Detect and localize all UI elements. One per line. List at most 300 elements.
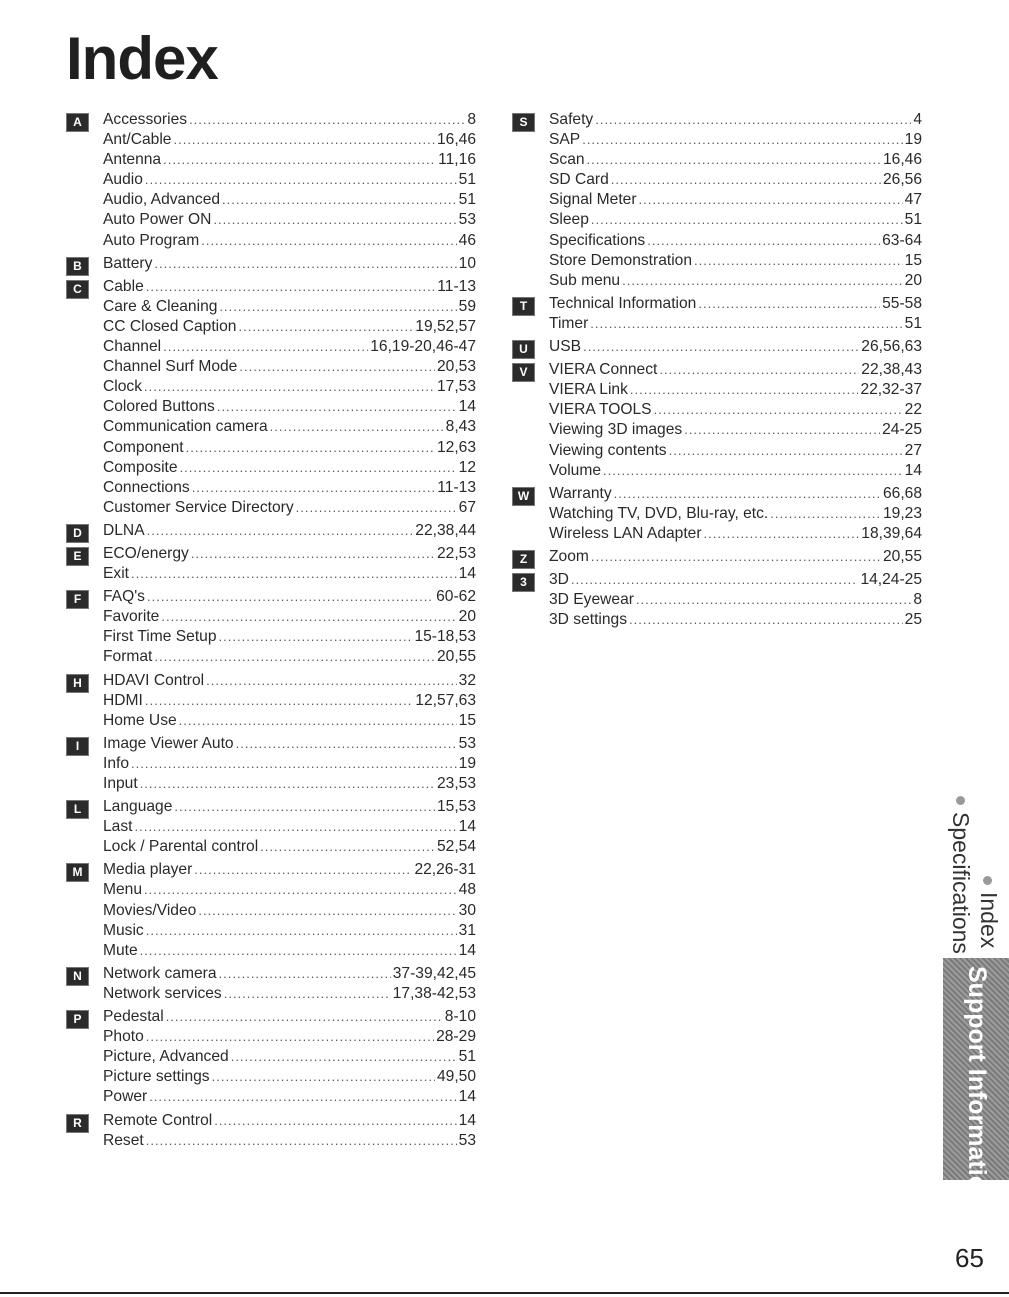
entry-term: Component: [103, 438, 184, 456]
entry-term: 3D settings: [549, 611, 628, 629]
entry-pages: 15: [458, 711, 476, 729]
entry-pages: 14: [458, 1088, 476, 1106]
entry-pages: 25: [904, 611, 922, 629]
index-entry: [103, 941, 476, 961]
entry-term: Audio, Advanced: [103, 191, 221, 209]
entry-term: Power: [103, 1088, 148, 1106]
entry-pages: 52,54: [436, 838, 476, 856]
entry-pages: 19,23: [882, 504, 922, 522]
bottom-rule: [0, 1292, 1009, 1294]
entry-term: Auto Power ON: [103, 211, 212, 229]
entry-term: 3D: [549, 571, 569, 589]
dot-leader: [186, 438, 435, 458]
dot-leader: [770, 504, 881, 524]
dot-leader: [149, 1087, 456, 1107]
dot-leader: [217, 397, 457, 417]
entry-term: Safety: [549, 111, 594, 128]
dot-leader: [154, 647, 435, 667]
letter-badge: P: [66, 1010, 89, 1029]
entry-term: Specifications: [549, 231, 646, 249]
index-entry: [549, 590, 922, 610]
entry-pages: 19: [904, 131, 922, 149]
entry-pages: 63-64: [882, 231, 922, 249]
entry-pages: 15: [904, 251, 922, 269]
index-entry: [103, 317, 476, 337]
index-entry: [103, 231, 476, 251]
entry-pages: 51: [904, 314, 922, 332]
entry-term: Communication camera: [103, 418, 268, 436]
entry-term: Pedestal: [103, 1008, 164, 1026]
dot-leader: [213, 210, 456, 230]
index-entry: [103, 564, 476, 584]
dot-leader: [224, 984, 391, 1004]
index-entry: [549, 271, 922, 291]
dot-leader: [131, 564, 457, 584]
index-entry: [103, 150, 476, 170]
index-entry: [103, 170, 476, 190]
dot-leader: [145, 691, 413, 711]
entry-pages: 14: [458, 1111, 476, 1129]
index-entry: [103, 1067, 476, 1087]
support-information-label: Support Information: [963, 966, 991, 1207]
dot-leader: [636, 590, 911, 610]
dot-leader: [270, 417, 444, 437]
entry-term: Audio: [103, 171, 143, 189]
letter-badge: L: [66, 800, 89, 819]
entry-term: HDAVI Control: [103, 671, 205, 689]
entry-pages: 15,53: [436, 798, 476, 816]
index-entry: [103, 1027, 476, 1047]
entry-pages: 20,53: [436, 358, 476, 376]
page-title: Index: [66, 25, 218, 92]
dot-leader: [694, 251, 903, 271]
entry-pages: 51: [458, 1048, 476, 1066]
entry-term: Battery: [103, 254, 153, 272]
dot-leader: [219, 964, 391, 984]
letter-badge: W: [512, 487, 535, 506]
letter-badge: I: [66, 737, 89, 756]
entry-pages: 12,57,63: [415, 691, 476, 709]
entry-pages: 14,24-25: [860, 571, 922, 589]
dot-leader: [669, 441, 903, 461]
entry-term: Colored Buttons: [103, 398, 215, 416]
index-entry: [549, 360, 922, 380]
index-group-s: [512, 110, 922, 291]
index-entry: [103, 797, 476, 817]
index-entry: [103, 438, 476, 458]
letter-badge: N: [66, 967, 89, 986]
index-entry: [549, 484, 922, 504]
entry-pages: 19,52,57: [415, 317, 476, 335]
entry-term: ECO/energy: [103, 544, 189, 562]
entry-term: Picture, Advanced: [103, 1048, 229, 1066]
index-entry: [103, 130, 476, 150]
entry-term: Zoom: [549, 547, 589, 565]
entry-term: Auto Program: [103, 231, 200, 249]
entry-pages: 28-29: [436, 1028, 476, 1046]
dot-leader: [583, 337, 859, 357]
dot-leader: [191, 544, 435, 564]
index-group-w: [512, 484, 922, 544]
entry-term: Ant/Cable: [103, 131, 172, 149]
side-label-specifications: Specifications: [948, 812, 974, 954]
entry-term: Channel Surf Mode: [103, 358, 238, 376]
index-entry: [549, 251, 922, 271]
dot-leader: [591, 210, 903, 230]
dot-leader: [647, 231, 880, 251]
entry-pages: 49,50: [436, 1068, 476, 1086]
entry-term: Format: [103, 648, 153, 666]
entry-term: FAQ's: [103, 588, 145, 606]
entry-term: Favorite: [103, 608, 160, 626]
dot-leader: [146, 921, 457, 941]
index-entry: [103, 1047, 476, 1067]
entry-pages: 51: [904, 211, 922, 229]
entry-pages: 26,56: [882, 171, 922, 189]
entry-pages: 20,55: [436, 648, 476, 666]
index-entry: [103, 277, 476, 297]
index-entry: [103, 587, 476, 607]
entry-pages: 53: [458, 1131, 476, 1149]
letter-badge: H: [66, 674, 89, 693]
entry-term: Composite: [103, 458, 178, 476]
dot-leader: [146, 277, 436, 297]
dot-leader: [590, 314, 902, 334]
entry-term: DLNA: [103, 521, 145, 539]
entry-term: Reset: [103, 1131, 144, 1149]
index-entry: [549, 314, 922, 334]
entry-pages: 16,19-20,46-47: [370, 338, 476, 356]
support-information-tab: [943, 958, 1009, 1207]
entry-term: Info: [103, 754, 130, 772]
dot-leader: [140, 941, 457, 961]
entry-pages: 24-25: [882, 421, 922, 439]
index-entry: [103, 297, 476, 317]
entry-term: Home Use: [103, 711, 177, 729]
entry-pages: 22,26-31: [414, 861, 476, 879]
dot-leader: [219, 627, 413, 647]
dot-leader: [296, 498, 457, 518]
entry-term: Cable: [103, 277, 144, 295]
entry-term: Timer: [549, 314, 589, 332]
entry-term: Exit: [103, 565, 129, 583]
entry-pages: 20,55: [882, 547, 922, 565]
index-entry: [103, 544, 476, 564]
entry-pages: 17,53: [436, 378, 476, 396]
entry-pages: 55-58: [882, 294, 922, 312]
index-entry: [103, 357, 476, 377]
index-entry: [103, 254, 476, 274]
dot-leader: [154, 254, 456, 274]
index-entry: [103, 607, 476, 627]
entry-pages: 17,38-42,53: [392, 984, 476, 1002]
index-entry: [103, 498, 476, 518]
index-entry: [103, 817, 476, 837]
letter-badge: R: [66, 1114, 89, 1133]
entry-term: Store Demonstration: [549, 251, 693, 269]
dot-leader: [147, 521, 414, 541]
entry-pages: 53: [458, 734, 476, 752]
dot-leader: [134, 817, 456, 837]
index-entry: [549, 461, 922, 481]
entry-pages: 16,46: [436, 131, 476, 149]
entry-pages: 14: [904, 461, 922, 479]
index-entry: [103, 210, 476, 230]
dot-leader: [582, 130, 902, 150]
entry-pages: 47: [904, 191, 922, 209]
index-column-right: [512, 110, 922, 633]
entry-pages: 8: [913, 591, 922, 609]
letter-badge: U: [512, 340, 535, 359]
index-entry: [549, 210, 922, 230]
entry-term: SD Card: [549, 171, 609, 189]
entry-term: Network services: [103, 984, 222, 1002]
entry-term: Language: [103, 798, 173, 816]
dot-leader: [622, 271, 903, 291]
entry-pages: 8-10: [444, 1008, 476, 1026]
entry-term: Input: [103, 775, 138, 792]
entry-pages: 67: [458, 498, 476, 516]
dot-leader: [174, 797, 435, 817]
dot-leader: [629, 610, 903, 630]
entry-pages: 11-13: [437, 277, 476, 295]
dot-leader: [630, 380, 859, 400]
letter-badge: D: [66, 524, 89, 543]
dot-leader: [260, 837, 435, 857]
entry-pages: 53: [458, 211, 476, 229]
dot-leader: [194, 860, 412, 880]
dot-leader: [571, 570, 859, 590]
entry-pages: 48: [458, 881, 476, 899]
entry-term: Viewing 3D images: [549, 421, 683, 439]
page-number: 65: [955, 1243, 984, 1273]
dot-leader: [212, 1067, 435, 1087]
index-entry: [103, 880, 476, 900]
dot-leader: [595, 110, 911, 130]
dot-leader: [173, 130, 434, 150]
index-entry: [103, 671, 476, 691]
entry-pages: 60-62: [436, 588, 476, 606]
entry-term: Lock / Parental control: [103, 838, 259, 856]
entry-pages: 16,46: [882, 151, 922, 169]
entry-term: Technical Information: [549, 294, 697, 312]
entry-term: Wireless LAN Adapter: [549, 524, 702, 542]
dot-leader: [163, 337, 368, 357]
index-entry: [103, 1111, 476, 1131]
index-entry: [103, 377, 476, 397]
entry-term: Care & Cleaning: [103, 297, 218, 315]
index-group-v: [512, 360, 922, 481]
entry-pages: 22,38,43: [861, 361, 922, 379]
entry-term: Scan: [549, 151, 585, 169]
index-entry: [103, 397, 476, 417]
entry-pages: 22: [904, 401, 922, 419]
entry-pages: 20: [458, 608, 476, 626]
entry-term: VIERA Connect: [549, 361, 658, 379]
dot-leader: [698, 294, 880, 314]
index-group-p: [66, 1007, 476, 1107]
dot-leader: [214, 1111, 456, 1131]
index-entry: [549, 610, 922, 630]
entry-pages: 22,32-37: [860, 381, 922, 399]
entry-pages: 18,39,64: [861, 524, 922, 542]
entry-term: Movies/Video: [103, 901, 197, 919]
letter-badge: E: [66, 547, 89, 566]
entry-pages: 8: [467, 111, 476, 128]
entry-pages: 51: [458, 171, 476, 189]
index-entry: [103, 754, 476, 774]
dot-leader: [704, 524, 860, 544]
dot-leader: [180, 458, 457, 478]
dot-leader: [189, 110, 465, 130]
index-entry: [103, 711, 476, 731]
entry-term: Accessories: [103, 111, 188, 128]
dot-leader: [219, 297, 456, 317]
entry-term: Antenna: [103, 151, 162, 169]
index-entry: [549, 110, 922, 130]
letter-badge: S: [512, 113, 535, 132]
entry-pages: 20: [904, 271, 922, 289]
entry-pages: 66,68: [882, 484, 922, 502]
index-group-h: [66, 671, 476, 731]
entry-term: Sleep: [549, 211, 589, 229]
dot-leader: [684, 420, 880, 440]
letter-badge: 3: [512, 573, 535, 592]
letter-badge: M: [66, 863, 89, 882]
entry-term: Media player: [103, 861, 193, 879]
index-entry: [549, 150, 922, 170]
dot-leader: [131, 754, 457, 774]
bullet-icon: [956, 796, 965, 805]
index-entry: [103, 837, 476, 857]
index-group-z: [512, 547, 922, 567]
index-entry: [103, 691, 476, 711]
index-group-m: [66, 860, 476, 960]
entry-pages: 22,53: [436, 544, 476, 562]
dot-leader: [231, 1047, 457, 1067]
entry-term: Customer Service Directory: [103, 498, 294, 516]
letter-badge: V: [512, 363, 535, 382]
dot-leader: [206, 671, 457, 691]
entry-pages: 11,16: [438, 151, 476, 169]
dot-leader: [639, 190, 903, 210]
entry-pages: 19: [458, 754, 476, 772]
dot-leader: [140, 774, 435, 794]
entry-pages: 22,38,44: [415, 521, 476, 539]
dot-leader: [591, 547, 881, 567]
entry-pages: 32: [458, 671, 476, 689]
entry-pages: 23,53: [436, 775, 476, 792]
letter-badge: Z: [512, 550, 535, 569]
dot-leader: [145, 170, 457, 190]
entry-term: Connections: [103, 478, 190, 496]
entry-pages: 15-18,53: [414, 628, 476, 646]
dot-leader: [161, 607, 456, 627]
entry-pages: 59: [458, 297, 476, 315]
index-group-d: [66, 521, 476, 541]
entry-pages: 31: [458, 921, 476, 939]
dot-leader: [614, 484, 881, 504]
index-entry: [549, 547, 922, 567]
index-entry: [103, 1131, 476, 1151]
entry-term: Photo: [103, 1028, 144, 1046]
entry-pages: 37-39,42,45: [392, 964, 476, 982]
index-entry: [549, 504, 922, 524]
index-entry: [549, 231, 922, 251]
index-entry: [103, 984, 476, 1004]
entry-term: Warranty: [549, 484, 612, 502]
letter-badge: F: [66, 590, 89, 609]
entry-pages: 46: [458, 231, 476, 249]
index-entry: [549, 380, 922, 400]
index-entry: [103, 337, 476, 357]
index-group-f: [66, 587, 476, 667]
entry-pages: 11-13: [437, 478, 476, 496]
entry-pages: 51: [458, 191, 476, 209]
entry-term: CC Closed Caption: [103, 317, 237, 335]
index-entry: [103, 921, 476, 941]
index-entry: [103, 901, 476, 921]
dot-leader: [238, 317, 413, 337]
entry-term: Last: [103, 818, 133, 836]
side-index-nav: [942, 786, 1002, 956]
entry-term: Signal Meter: [549, 191, 637, 209]
index-entry: [549, 570, 922, 590]
index-group-c: [66, 277, 476, 518]
index-entry: [549, 337, 922, 357]
dot-leader: [163, 150, 436, 170]
entry-pages: 12: [458, 458, 476, 476]
index-group-a: [66, 110, 476, 251]
entry-term: Image Viewer Auto: [103, 734, 234, 752]
index-group-l: [66, 797, 476, 857]
index-entry: [103, 647, 476, 667]
entry-pages: 14: [458, 818, 476, 836]
dot-leader: [587, 150, 881, 170]
dot-leader: [147, 587, 434, 607]
entry-term: Viewing contents: [549, 441, 667, 459]
dot-leader: [144, 880, 457, 900]
letter-badge: B: [66, 257, 89, 276]
bullet-icon: [983, 876, 992, 885]
entry-term: Network camera: [103, 964, 217, 982]
entry-term: Sub menu: [549, 271, 621, 289]
dot-leader: [144, 377, 435, 397]
entry-term: Menu: [103, 881, 143, 899]
index-entry: [103, 521, 476, 541]
dot-leader: [603, 461, 903, 481]
dot-leader: [192, 478, 436, 498]
entry-pages: 8,43: [445, 418, 476, 436]
index-entry: [549, 400, 922, 420]
entry-term: First Time Setup: [103, 628, 217, 646]
index-entry: [549, 190, 922, 210]
side-label-index: Index: [976, 892, 1002, 949]
dot-leader: [222, 190, 457, 210]
entry-pages: 14: [458, 398, 476, 416]
entry-pages: 10: [458, 254, 476, 272]
index-entry: [103, 964, 476, 984]
dot-leader: [239, 357, 435, 377]
dot-leader: [611, 170, 881, 190]
dot-leader: [236, 734, 457, 754]
entry-term: Music: [103, 921, 144, 939]
index-entry: [103, 478, 476, 498]
index-entry: [549, 441, 922, 461]
entry-pages: 12,63: [436, 438, 476, 456]
entry-term: Watching TV, DVD, Blu-ray, etc.: [549, 504, 769, 522]
index-entry: [549, 294, 922, 314]
